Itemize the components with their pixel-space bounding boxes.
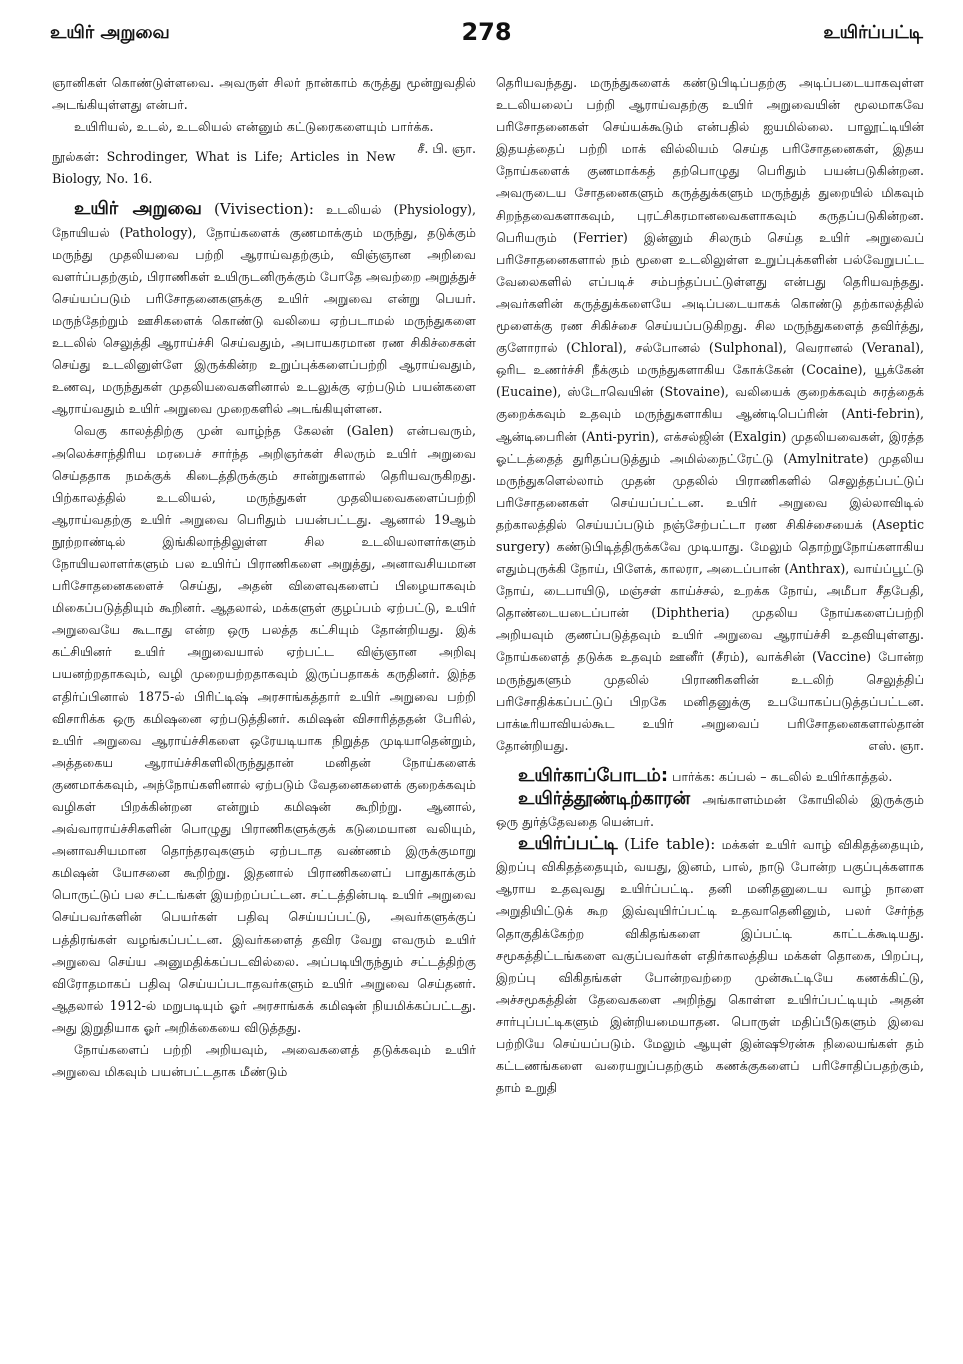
references: நூல்கள்: Schrodinger, What is Life; Articles in New Biology, No. 16.	[52, 149, 396, 187]
entry-heading-lifetable: உயிர்ப்பட்டி	[518, 833, 618, 855]
lifetable-text: மக்கள் உயிர் வாழ் விகிதத்தையும், இறப்பு விகிதத்தையும், வயது, இனம், பால், நாடு போன்ற பகுப்புக்களாக ஆராய உதவுவது உயிர்ப்பட்டி. தனி மனிதனுடைய வாழ் நாளை அறுதியிட்டுக் கூற இவ்வுயிர்ப்பட்டி உதவாதெனினும், பலர் சேர்ந்த தொகுதிக்கேற்ற விகிதங்களை இப்பட்டி காட்டக்கூடியது. சமூகத்திட்டங்களை வகுப்பவர்கள் எதிர்காலத்திய மக்கள் தொகை, பிறப்பு, இறப்பு விகிதங்கள் போன்றவற்றை முன்கூட்டியே கணக்கிட்டு, அச்சமூகத்தின் தேவைகளை அறிந்து கொள்ள உயிர்ப்பட்டியும் அதன் சார்புப்பட்டிகளும் இன்றியமையாதன. பொருள் மதிப்பீடுகளும் இவை பற்றியே செய்யப்படும். மேலும் ஆயுள் இன்ஷூரன்சு நிலையங்கள் தம் கட்டணங்களை வரையறுப்பதற்கும் கணக்குகளைப் பரிசோதிப்பதற்கும், தாம் உறுதி	[496, 837, 924, 1096]
entry-heading-lifeboat: உயிர்காப்போடம்:	[518, 764, 669, 786]
lifeboat-entry	[496, 765, 924, 788]
entry-heading-uyirthoondi: உயிர்த்தூண்டிற்காரன்	[518, 788, 691, 809]
page-number: 278	[461, 18, 512, 46]
lifetable-entry	[496, 833, 924, 1099]
entry-term-vivisection: (Vivisection):	[213, 200, 314, 219]
vivisection-paragraph-2: வெகு காலத்திற்கு முன் வாழ்ந்த கேலன் (Galen) என்பவரும், அலெக்சாந்திரிய மரபைச் சார்ந்த அறிஞர்கள் சிலரும் உயிர் அறுவை செய்ததாக நமக்குக் கிடைத்திருக்கும் சான்றுகளால் தெரியவருகிறது. பிற்காலத்தில் உடலியல், மருந்துகள் முதலியவைகளைப்பற்றி ஆராய்வதற்கு உயிர் அறுவை பெரிதும் பயன்பட்டது. ஆனால் 19ஆம் நூற்றாண்டில் இங்கிலாந்திலுள்ள சில உடலியலாளர்களும் நோயியலாளர்களும் பல உயிர்ப் பிராணிகளை அறுத்து, அனாவசியமான பரிசோதனைகளைச் செய்து, அதன் விளைவுகளைப் பிழையாகவும் மிகைப்படுத்தியும் கூறினர். ஆதலால், மக்களுள் குழப்பம் ஏற்பட்டு, உயிர் அறுவையே கூடாது என்ற ஒரு பலத்த கட்சியும் தோன்றியது. இக் கட்சியினர் உயிர் அறுவையால் ஏற்பட்ட விஞ்ஞான அறிவு பயனற்றதாகவும், வழி முறையற்றதாகவும் இருப்பதாகக் கருதினர். இந்த எதிர்ப்பினால் 1875-ல் பிரிட்டிஷ் அரசாங்கத்தார் உயிர் அறுவை பற்றி விசாரிக்க ஒரு கமிஷனை ஏற்படுத்தினர். கமிஷன் விசாரித்ததன் பேரில், உயிர் அறுவை ஆராய்ச்சிகளை ஒரேயடியாக நிறுத்த முடியாதென்றும், அத்தகைய ஆராய்ச்சிகளிலிருந்துதான் மனிதன் நோய்களைக் குணமாக்கவும், அந்நோய்களினால் ஏற்படும் வேதனைகளைக் குறைக்கவும் வழிகள் பிறக்கின்றன என்றும் கமிஷன் கூறிற்று. ஆனால், அவ்வாராய்ச்சிகளின் பொழுது பிராணிகளுக்குக் கடுமையான வலியும், அனாவசியமான தொந்தரவுகளும் ஏற்படாத வண்ணம் இருக்குமாறு கமிஷன் யோசனை கூறிற்று. இதனால் பிராணிகளைப் பாதுகாக்கும் பொருட்டுப் பல சட்டங்கள் இயற்றப்பட்டன. சட்டத்தின்படி உயிர் அறுவை செய்பவர்களின் பெயர்கள் பதிவு செய்யப்பட்டு, அவர்களுக்குப் பத்திரங்கள் வழங்கப்பட்டன. இவர்களைத் தவிர வேறு எவரும் உயிர் அறுவை செய்ய அனுமதிக்கப்படவில்லை. அப்படியிருந்தும் சட்டத்திற்கு விரோதமாகப் பதிவு செய்யப்படாதவர்களும் உயிர் அறுவை செய்தனர். ஆதலால் 1912-ல் மறுபடியும் ஓர் அரசாங்கக் கமிஷன் நியமிக்கப்பட்டது. அது இறுதியாக ஓர் அறிக்கையை விடுத்தது.	[52, 423, 476, 1035]
running-head-left: உயிர் அறுவை	[50, 22, 170, 43]
entry-heading-vivisection: உயிர் அறுவை	[74, 198, 202, 220]
uyirthoondi-text: அங்காளம்மன் கோயிலில் இருக்கும் ஒரு துர்த்தேவதை யென்பர்.	[496, 792, 924, 830]
previous-entry-ending: ஞானிகள் கொண்டுள்ளவை. அவருள் சிலர் நான்காம் கருத்து மூன்றுவதில் அடங்கியுள்ளது என்பர்.	[52, 75, 476, 113]
see-also-note	[52, 116, 476, 157]
uyirthoondi-entry	[496, 788, 924, 833]
vivisection-entry	[52, 198, 476, 420]
vivisection-paragraph-1: உடலியல் (Physiology), நோயியல் (Pathology), நோய்களைக் குணமாக்கும் மருந்து, தடுக்கும் மருந்து முதலியவை பற்றி ஆராய்வதற்கும், விஞ்ஞான அறிவை வளர்ப்பதற்கும், பிராணிகள் உயிருடனிருக்கும் போதே அவற்றை அறுத்துச் செய்யப்படும் பரிசோதனைகளுக்கு உயிர் அறுவை என்று பெயர். மருந்தேற்றும் ஊசிகளைக் கொண்டு வலியை ஏற்படாமல் மருந்துகளை உடலில் செலுத்தி ஆராய்ச்சி செய்வதும், அபாயகரமான ரண சிகிச்சைகள் செய்து உடலினுள்ளே இருக்கின்ற உறுப்புக்களைப்பற்றி ஆராய்வதும், உணவு, மருந்துகள் முதலியவைகளினால் உடலுக்கு ஏற்படும் பயன்களை ஆராய்வதும் உயிர் அறுவை முறைகளில் அடங்கியுள்ளன.	[52, 202, 476, 417]
vivisection-paragraph-3: நோய்களைப் பற்றி அறியவும், அவைகளைத் தடுக்கவும் உயிர் அறுவை மிகவும் பயன்பட்டதாக மீண்டும்	[52, 1042, 476, 1080]
vivisection-continuation	[496, 72, 924, 757]
lifeboat-text: பார்க்க: கப்பல் – கடலில் உயிர்காத்தல்.	[672, 768, 893, 784]
author-signature: சீ. பி. ஞா.	[417, 141, 476, 157]
see-also-text: உயிரியல், உடல், உடலியல் என்னும் கட்டுரைகளையும் பார்க்க.	[74, 119, 434, 135]
entry-term-lifetable: (Life table):	[623, 835, 716, 854]
left-column	[52, 72, 476, 1352]
page-header	[50, 18, 923, 56]
continuation-text: தெரியவந்தது. மருந்துகளைக் கண்டுபிடிப்பதற்கு அடிப்படையாகவுள்ள உடலியலைப் பற்றி ஆராய்வதற்கு உயிர் அறுவையின் மூலமாகவே பரிசோதனைகள் செய்யக்கூடும் என்பதில் ஐயமில்லை. பாலூட்டியின் இதயத்தைப் பற்றி மாக் வில்லியம் செய்த பரிசோதனைகள், இதய நோய்களைக் குணமாக்கத் தற்பொழுது பெரிதும் பயன்படுகின்றன. அவருடைய சோதனைகளும் கருத்துக்களும் மருந்துத் துறையில் மிகவும் சிறந்தவைகளாகவும், புரட்சிகரமானவைகளாகவும் கருதப்படுகின்றன. பெரியரும் (Ferrier) இன்னும் சிலரும் செய்த உயிர் அறுவைப் பரிசோதனைகளால் நம் மூளை உடலிலுள்ள உறுப்புக்களின் பல்வேறுபட்ட வேலைகளில் எப்படிச் சம்பந்தப்பட்டுள்ளது என்பது தெரியவந்தது. அவர்களின் கருத்துக்களையே அடிப்படையாகக் கொண்டு தற்காலத்தில் மூளைக்கு ரண சிகிச்சை செய்யப்படுகிறது. சில மருந்துகளைத் தவிர்த்து, குளோரால் (Chloral), சல்போனல் (Sulphonal), வெரானல் (Veranal), ஒரிட உணர்ச்சி நீக்கும் மருந்துகளாகிய கோக்கேன் (Cocaine), யூக்கேன் (Eucaine), ஸ்டோவெயின் (Stovaine), வலியைக் குறைக்கவும் சுரத்தைக் குறைக்கவும் உதவும் மருந்துகளாகிய ஆண்டிபெப்ரின் (Anti-febrin), ஆன்டிபைரின் (Anti-pyrin), எக்சல்ஜின் (Exalgin) முதலியவைகள், இரத்த ஓட்டத்தைத் துரிதப்படுத்தும் அமில்நைட்ரேட்டு (Amylnitrate) முதலிய மருந்துகளெல்லாம் முதன் முதலில் பிராணிகளில் செலுத்தப்பட்டுப் பரிசோதனைகள் செய்யப்பட்டன. உயிர் அறுவை இல்லாவிடில் தற்காலத்தில் செய்யப்படும் நஞ்சேற்பட்டா ரண சிகிச்சையைக் (Aseptic surgery) கண்டுபிடித்திருக்கவே முடியாது. மேலும் தொற்றுநோய்களாகிய எதும்புருக்கி நோய், பிளேக், காலரா, அடைப்பான் (Anthrax), வாய்ப்பூட்டு நோய், டைபாயிடு, மஞ்சள் காய்ச்சல், உறக்க நோய், அமீபா சீதபேதி, தொண்டையடைப்பான் (Diphtheria) முதலிய நோய்களைப்பற்றி அறியவும் குணப்படுத்தவும் உயிர் அறுவை ஆராய்ச்சி உதவியுள்ளது. நோய்களைத் தடுக்க உதவும் ஊனீர் (சீரம்), வாக்சின் (Vaccine) போன்ற மருந்துகளும் முதலில் பிராணிகளின் உடலிற் செலுத்திப் பரிசோதிக்கப்பட்டுப் பிறகே மனிதனுக்கு உபயோகப்படுத்தப்பட்டன. பாக்டீரியாவியல்கூட உயிர் அறுவைப் பரிசோதனைகளால்தான் தோன்றியது.	[496, 75, 924, 753]
right-column	[496, 72, 924, 1352]
author-signature-right: எஸ். ஞா.	[868, 737, 924, 753]
running-head-right: உயிர்ப்பட்டி	[823, 22, 923, 43]
